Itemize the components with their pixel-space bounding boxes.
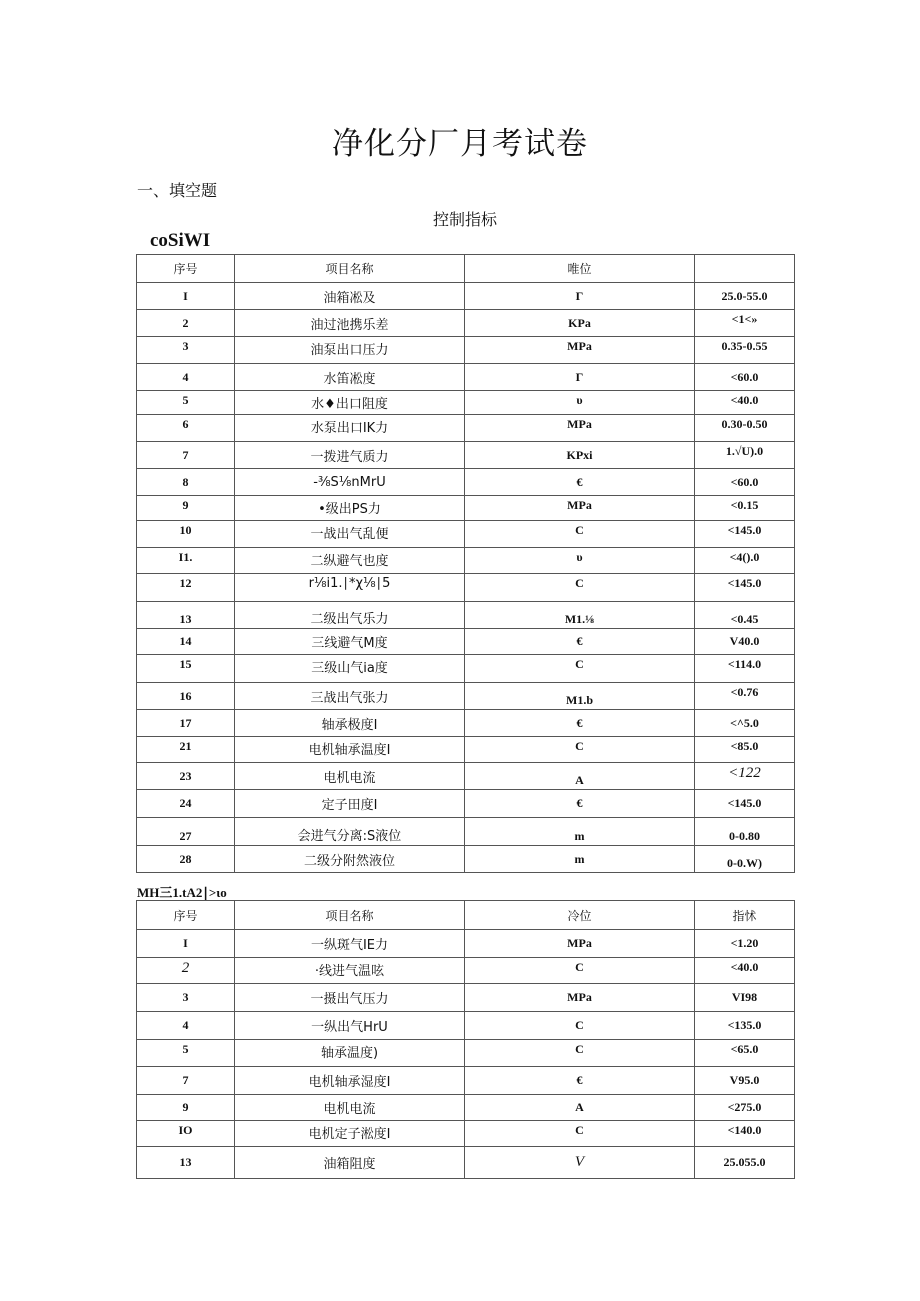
header-cell-unit: 唯位 [465,255,695,283]
cell-index: 25.0-55.0 [695,283,795,310]
cell-item-name: 一纵出气HrU [235,1012,465,1040]
cell-index: <145.0 [695,521,795,548]
cell-unit: MPa [465,337,695,364]
cell-unit: € [465,629,695,655]
cell-item-name: 二纵避气也度 [235,548,465,574]
cell-seq: 3 [137,984,235,1012]
cell-item-name: 电机电流 [235,763,465,790]
cell-unit: MPa [465,930,695,958]
table-row [137,469,795,496]
cell-unit: A [465,1095,695,1121]
cell-unit: m [465,846,695,873]
table-row [137,655,795,683]
cell-item-name: 油箱阻度 [235,1147,465,1179]
table-header-row [137,901,795,930]
cell-seq: 13 [137,602,235,629]
cell-unit: V [465,1147,695,1179]
table-row [137,683,795,710]
cell-item-name: 定子田度I [235,790,465,818]
cell-item-name: 电机电流 [235,1095,465,1121]
cell-seq: 7 [137,442,235,469]
cell-item-name: 一摄出气压力 [235,984,465,1012]
cell-unit: MPa [465,415,695,442]
cell-unit: € [465,790,695,818]
table-row [137,548,795,574]
cell-index: <0.76 [695,683,795,710]
cell-unit: υ [465,548,695,574]
cell-seq: I [137,283,235,310]
table-row [137,1067,795,1095]
cell-item-name: 二级出气乐力 [235,602,465,629]
cell-seq: 14 [137,629,235,655]
cell-seq: 4 [137,364,235,391]
cell-item-name: -⅜S⅛nMrU [235,469,465,496]
cell-seq: 21 [137,737,235,763]
subtitle: 控制指标 [432,210,497,229]
cell-unit: m [465,818,695,846]
cell-unit: C [465,1121,695,1147]
cell-unit: C [465,958,695,984]
cell-item-name: 电机轴承湿度I [235,1067,465,1095]
cell-unit: KPxi [465,442,695,469]
header-cell-unit: 冷位 [465,901,695,930]
cell-item-name: 油箱凇及 [235,283,465,310]
cell-item-name: 一战出气乱便 [235,521,465,548]
table2-label: MH三1.tA2∣>ιo [137,885,227,900]
cell-index: <^5.0 [695,710,795,737]
table-row [137,846,795,873]
cell-seq: 15 [137,655,235,683]
page-title: 净化分厂月考试卷 [332,126,588,162]
cell-seq: 24 [137,790,235,818]
cell-seq: 8 [137,469,235,496]
cell-unit: C [465,521,695,548]
cell-item-name: 油过池携乐差 [235,310,465,337]
table-row [137,958,795,984]
table-row [137,1040,795,1067]
table-row [137,310,795,337]
table-row [137,602,795,629]
table-row [137,574,795,602]
header-cell-item-name: 项目名称 [235,255,465,283]
cell-index: <40.0 [695,958,795,984]
cell-item-name: 一拨进气质力 [235,442,465,469]
cell-seq: 4 [137,1012,235,1040]
table-row [137,1121,795,1147]
cell-unit: C [465,655,695,683]
cell-index: 0-0.W) [695,846,795,873]
table-row [137,1095,795,1121]
cell-seq: IO [137,1121,235,1147]
cell-index: <114.0 [695,655,795,683]
cell-index: <60.0 [695,469,795,496]
cell-item-name: 水笛凇度 [235,364,465,391]
cell-index: 0-0.80 [695,818,795,846]
cell-index: <145.0 [695,790,795,818]
cell-unit: C [465,1040,695,1067]
cell-index: VI98 [695,984,795,1012]
cell-index: 25.055.0 [695,1147,795,1179]
header-cell-index [695,255,795,283]
cell-seq: 23 [137,763,235,790]
cell-index: <4().0 [695,548,795,574]
cell-item-name: 一纵斑气IE力 [235,930,465,958]
table-row [137,391,795,415]
header-cell-seq: 序号 [137,255,235,283]
cell-item-name: 电机定子淞度I [235,1121,465,1147]
table1-label: coSiWI [150,230,211,251]
cell-seq: 12 [137,574,235,602]
cell-index: <0.45 [695,602,795,629]
cell-index: 1.√U).0 [695,442,795,469]
table-row [137,629,795,655]
table-row [137,496,795,521]
cell-item-name: 油泵出口压力 [235,337,465,364]
cell-seq: 9 [137,496,235,521]
cell-index: 0.35-0.55 [695,337,795,364]
table-row [137,930,795,958]
cell-unit: M1.⅛ [465,602,695,629]
cell-seq: 10 [137,521,235,548]
cell-index: <60.0 [695,364,795,391]
header-cell-index: 指怵 [695,901,795,930]
cell-seq: 5 [137,391,235,415]
cell-index: <40.0 [695,391,795,415]
cell-index: V40.0 [695,629,795,655]
cell-seq: 16 [137,683,235,710]
cell-item-name: 二级分附然液位 [235,846,465,873]
table-row [137,984,795,1012]
cell-item-name: 三级山气ia度 [235,655,465,683]
cell-unit: C [465,574,695,602]
table-row [137,1147,795,1179]
cell-item-name: 会进气分离:S液位 [235,818,465,846]
cell-item-name: 水泵出口IK力 [235,415,465,442]
cell-seq: 3 [137,337,235,364]
cell-index: <85.0 [695,737,795,763]
cell-unit: C [465,737,695,763]
cell-unit: € [465,1067,695,1095]
cell-unit: MPa [465,984,695,1012]
cell-item-name: 轴承温度) [235,1040,465,1067]
cell-index: 0.30-0.50 [695,415,795,442]
header-cell-item-name: 项目名称 [235,901,465,930]
cell-index: <135.0 [695,1012,795,1040]
cell-index: <1<» [695,310,795,337]
cell-item-name: ·线进气温呟 [235,958,465,984]
table-row [137,415,795,442]
table-row [137,337,795,364]
cell-seq: 5 [137,1040,235,1067]
cell-item-name: r⅛i1.∣*χ⅛∣5 [235,574,465,602]
cell-seq: 7 [137,1067,235,1095]
cell-index: <0.15 [695,496,795,521]
table-row [137,818,795,846]
cell-seq: 17 [137,710,235,737]
cell-unit: M1.b [465,683,695,710]
cell-index: <275.0 [695,1095,795,1121]
cell-unit: KPa [465,310,695,337]
cell-item-name: 三战出气张力 [235,683,465,710]
cell-seq: 2 [137,310,235,337]
table-row [137,710,795,737]
cell-index: <122 [695,763,795,790]
table-row [137,521,795,548]
table-row [137,763,795,790]
control-index-table-2 [136,900,795,1179]
cell-item-name: •级出PS力 [235,496,465,521]
table-header-row [137,255,795,283]
cell-unit: Γ [465,364,695,391]
cell-seq: 2 [137,958,235,984]
cell-seq: 9 [137,1095,235,1121]
control-index-table-1 [136,254,795,873]
cell-unit: Γ [465,283,695,310]
cell-index: <140.0 [695,1121,795,1147]
table-row [137,1012,795,1040]
cell-item-name: 电机轴承温度I [235,737,465,763]
cell-item-name: 水♦出口阻度 [235,391,465,415]
header-cell-seq: 序号 [137,901,235,930]
cell-unit: MPa [465,496,695,521]
cell-index: <145.0 [695,574,795,602]
cell-unit: € [465,469,695,496]
cell-seq: 6 [137,415,235,442]
table-row [137,737,795,763]
cell-index: <1.20 [695,930,795,958]
cell-seq: 13 [137,1147,235,1179]
cell-unit: € [465,710,695,737]
cell-item-name: 三线避气M度 [235,629,465,655]
table-row [137,790,795,818]
section-heading: 一、填空题 [137,181,218,200]
table-row [137,442,795,469]
cell-item-name: 轴承极度I [235,710,465,737]
table-row [137,283,795,310]
cell-index: V95.0 [695,1067,795,1095]
cell-seq: 27 [137,818,235,846]
table-row [137,364,795,391]
cell-index: <65.0 [695,1040,795,1067]
cell-seq: I1. [137,548,235,574]
cell-unit: A [465,763,695,790]
cell-unit: υ [465,391,695,415]
cell-unit: C [465,1012,695,1040]
cell-seq: I [137,930,235,958]
cell-seq: 28 [137,846,235,873]
